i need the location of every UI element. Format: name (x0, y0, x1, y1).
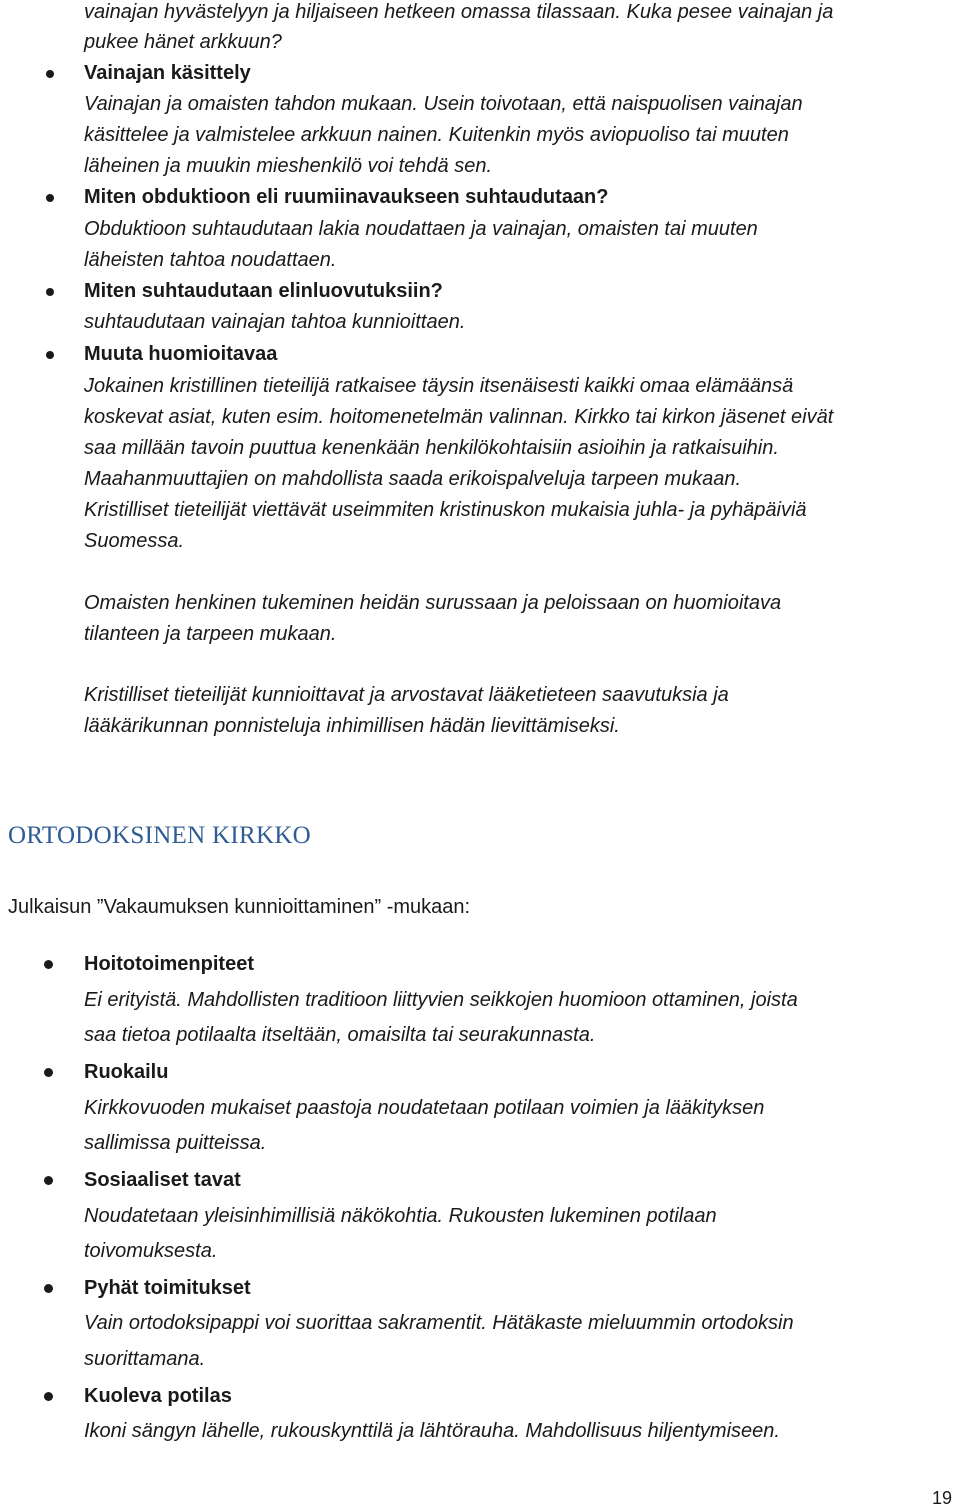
section-intro: Julkaisun ”Vakaumuksen kunnioittaminen” -mukaan: (8, 896, 471, 918)
paragraph-line: Kristilliset tieteilijät kunnioittavat ja arvostavat lääketieteen saavutuksia ja (84, 684, 729, 706)
bullet-icon (44, 1068, 53, 1077)
item-line: Noudatetaan yleisinhimillisiä näkökohtia. Rukousten lukeminen potilaan (84, 1205, 717, 1227)
item-line: Ikoni sängyn lähelle, rukouskynttilä ja lähtörauha. Mahdollisuus hiljentymiseen. (84, 1420, 780, 1442)
item-line: Ei erityistä. Mahdollisten traditioon liittyvien seikkojen huomioon ottaminen, joista (84, 989, 798, 1011)
item-line: Kristilliset tieteilijät viettävät useimmiten kristinuskon mukaisia juhla- ja pyhäpäiviä (84, 499, 807, 521)
item-line: toivomuksesta. (84, 1240, 218, 1262)
item-line: Obduktioon suhtaudutaan lakia noudattaen ja vainajan, omaisten tai muuten (84, 218, 758, 240)
item-line: Vain ortodoksipappi voi suorittaa sakramentit. Hätäkaste mieluummin ortodoksin (84, 1312, 794, 1334)
item-line: sallimissa puitteissa. (84, 1132, 267, 1154)
item-heading: Ruokailu (84, 1061, 169, 1083)
item-line: käsittelee ja valmistelee arkkuun nainen. Kuitenkin myös aviopuoliso tai muuten (84, 124, 789, 146)
item-line: Kirkkovuoden mukaiset paastoja noudatetaan potilaan voimien ja lääkityksen (84, 1097, 765, 1119)
item-line: saa tietoa potilaalta itseltään, omaisilta tai seurakunnasta. (84, 1024, 596, 1046)
item-heading: Miten obduktioon eli ruumiinavaukseen suhtaudutaan? (84, 186, 609, 208)
bullet-icon (44, 1284, 53, 1293)
page-number: 19 (931, 1488, 952, 1508)
bullet-icon (46, 194, 54, 202)
item-line: suorittamana. (84, 1348, 206, 1370)
item-line: koskevat asiat, kuten esim. hoitomenetelmän valinnan. Kirkko tai kirkon jäsenet eivät (84, 406, 834, 428)
bullet-icon (46, 70, 54, 78)
item-line: Vainajan ja omaisten tahdon mukaan. Usein toivotaan, että naispuolisen vainajan (84, 93, 803, 115)
item-line: Jokainen kristillinen tieteilijä ratkaisee täysin itsenäisesti kaikki omaa elämäänsä (84, 375, 794, 397)
item-heading: Kuoleva potilas (84, 1385, 232, 1407)
item-heading: Hoitotoimenpiteet (84, 953, 254, 975)
bullet-icon (46, 351, 54, 359)
item-line: suhtaudutaan vainajan tahtoa kunnioittaen. (84, 311, 466, 333)
item-line: läheisten tahtoa noudattaen. (84, 249, 337, 271)
bullet-icon (44, 1392, 53, 1401)
item-line: saa millään tavoin puuttua kenenkään henkilökohtaisiin asioihin ja ratkaisuihin. (84, 437, 779, 459)
item-heading: Miten suhtaudutaan elinluovutuksiin? (84, 280, 443, 302)
paragraph-line: Omaisten henkinen tukeminen heidän surussaan ja peloissaan on huomioitava (84, 592, 782, 614)
item-line: Suomessa. (84, 530, 185, 552)
item-line: läheinen ja muukin mieshenkilö voi tehdä sen. (84, 155, 493, 177)
intro-line: pukee hänet arkkuun? (84, 31, 282, 53)
paragraph-line: tilanteen ja tarpeen mukaan. (84, 623, 337, 645)
bullet-icon (46, 288, 54, 296)
paragraph-line: lääkärikunnan ponnisteluja inhimillisen hädän lievittämiseksi. (84, 715, 620, 737)
item-line: Maahanmuuttajien on mahdollista saada erikoispalveluja tarpeen mukaan. (84, 468, 742, 490)
item-heading: Muuta huomioitavaa (84, 343, 278, 365)
item-heading: Sosiaaliset tavat (84, 1169, 241, 1191)
bullet-icon (44, 1176, 53, 1185)
intro-line: vainajan hyvästelyyn ja hiljaiseen hetkeen omassa tilassaan. Kuka pesee vainajan ja (84, 1, 834, 23)
section-title: ORTODOKSINEN KIRKKO (8, 822, 312, 849)
bullet-icon (44, 960, 53, 969)
item-heading: Pyhät toimitukset (84, 1277, 251, 1299)
item-heading: Vainajan käsittely (84, 62, 251, 84)
